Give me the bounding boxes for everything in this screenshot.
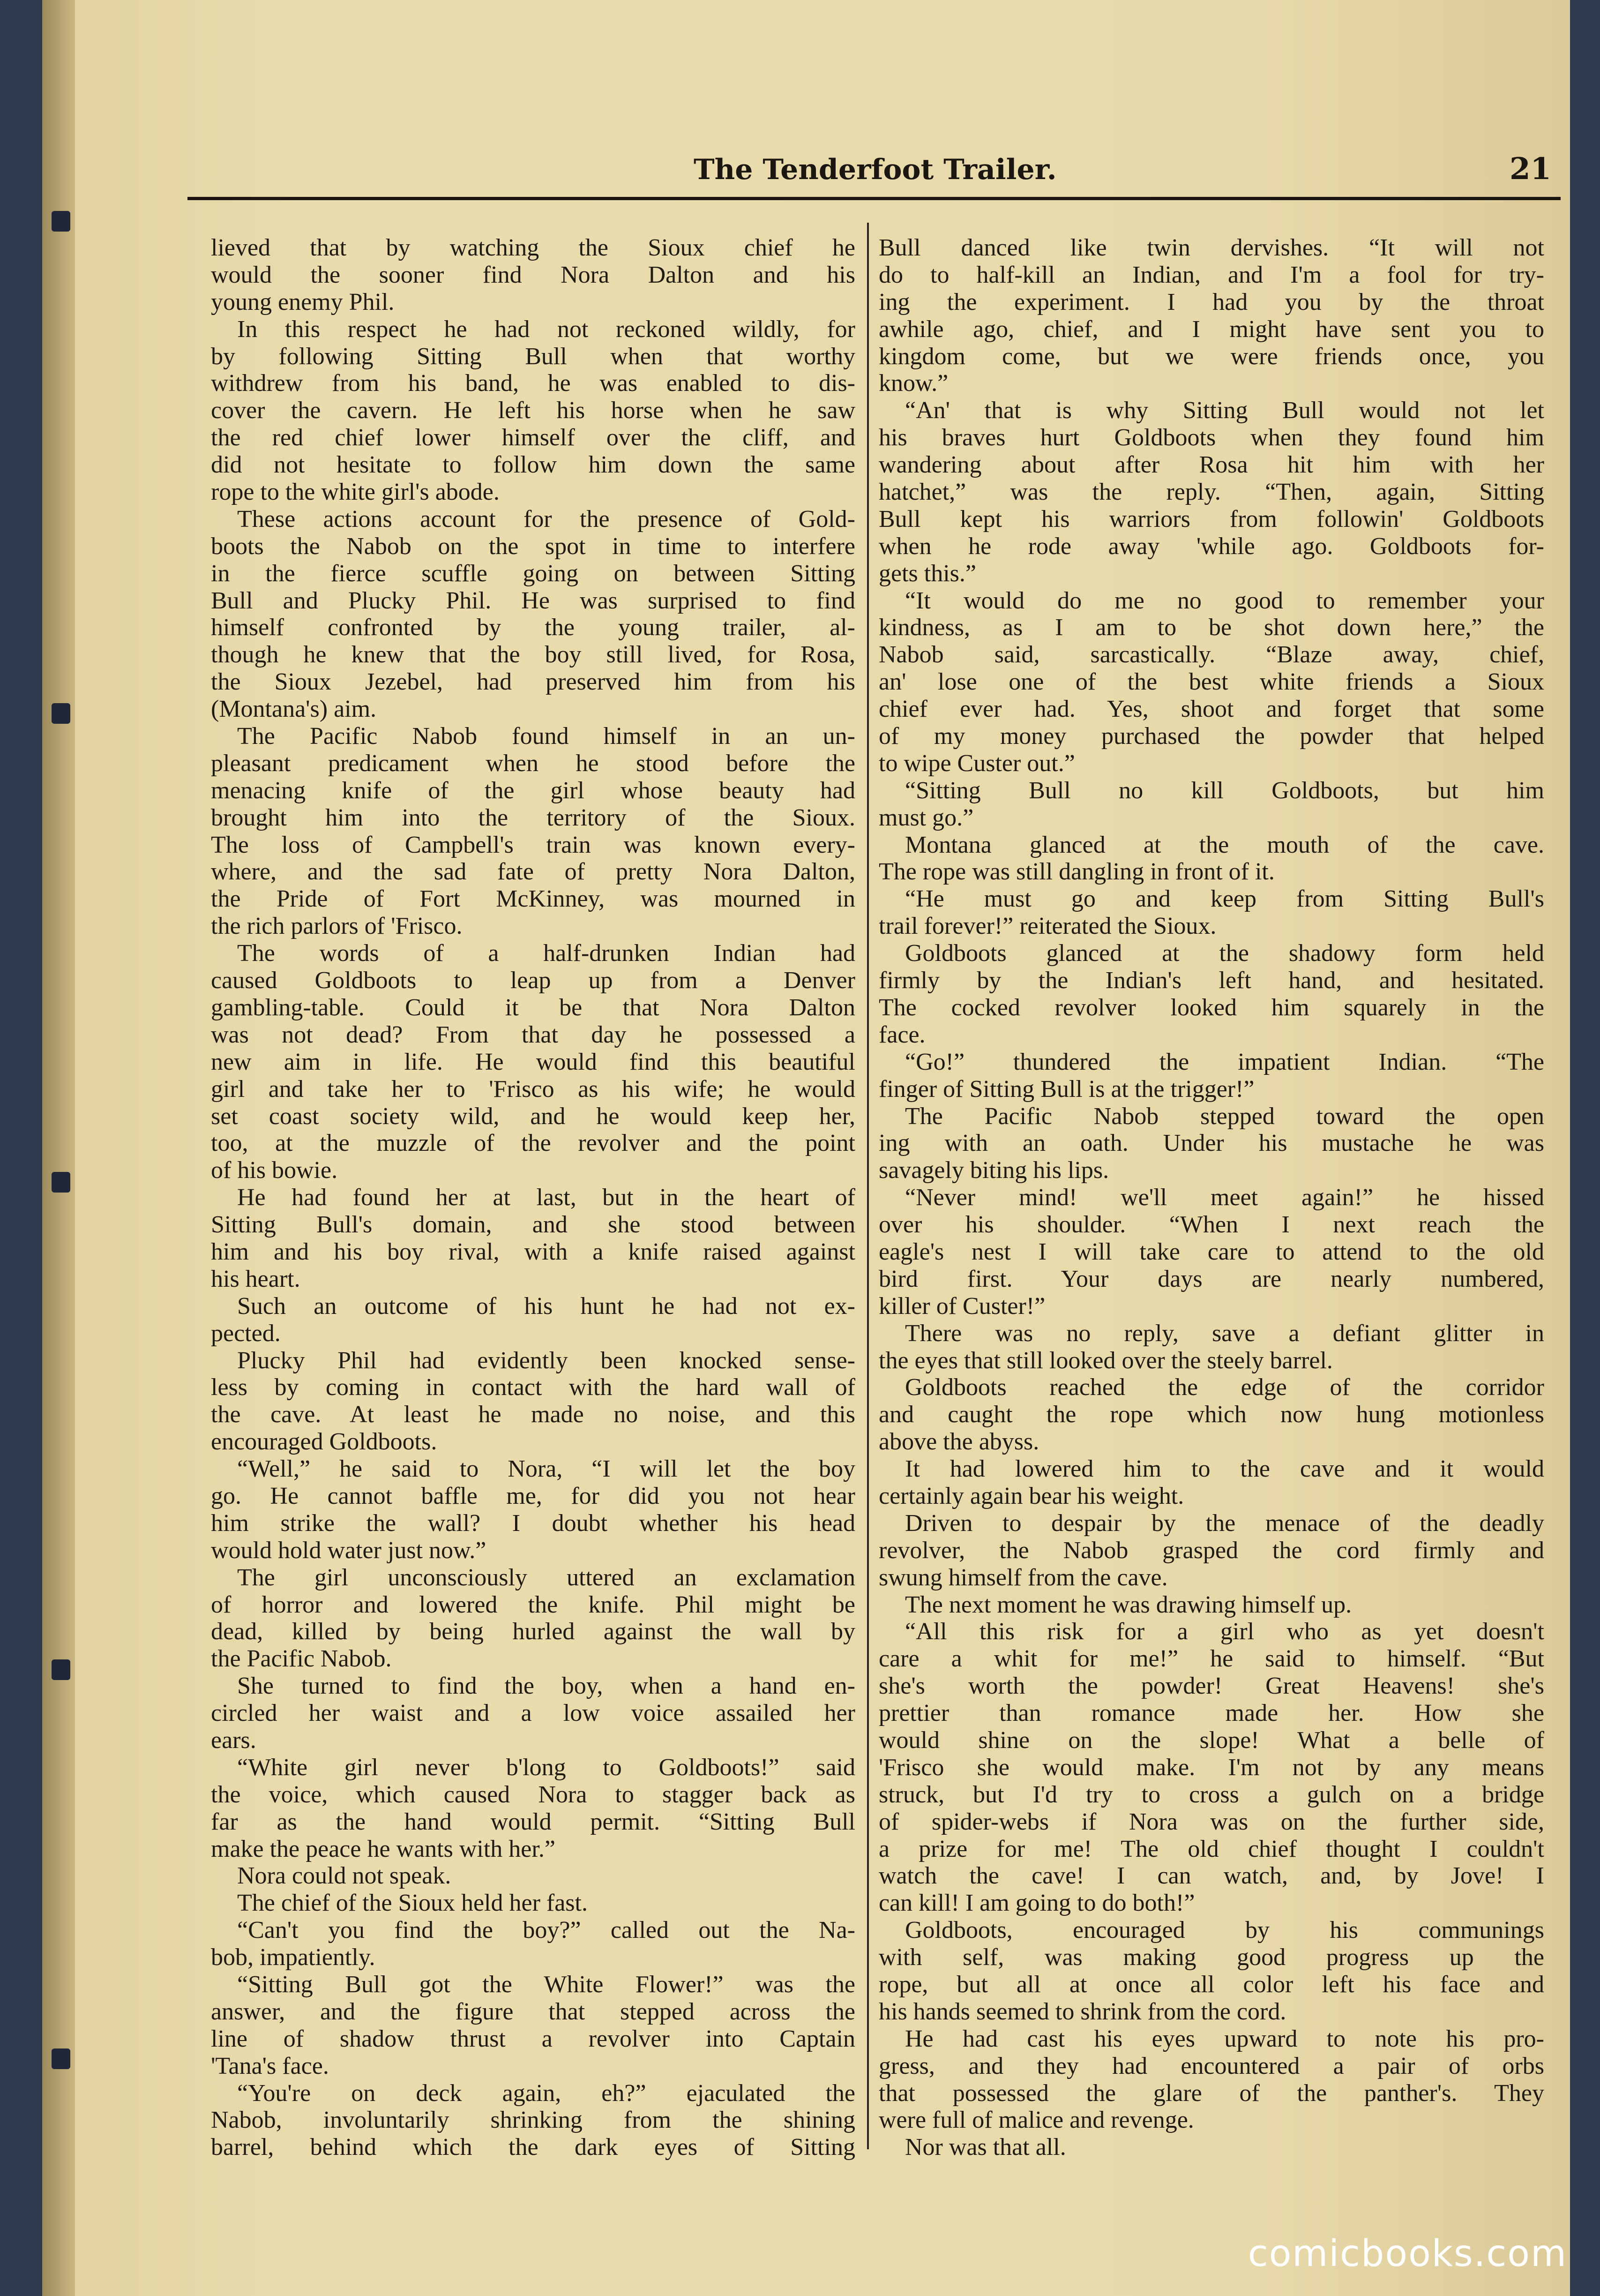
text-line: Goldboots glanced at the shadowy form held [905,940,1544,967]
text-line: the eyes that still looked over the steely barrel. [879,1347,1333,1374]
text-line: would shine on the slope! What a belle of [879,1726,1544,1754]
text-line: struck, but I'd try to cross a gulch on a bridge [879,1781,1544,1808]
text-line: dead, killed by being hurled against the wall by [211,1618,855,1645]
text-line: less by coming in contact with the hard wall of [211,1374,855,1401]
text-line: young enemy Phil. [211,288,395,315]
binding-stitch [52,2048,70,2069]
text-line: where, and the sad fate of pretty Nora Dalton, [211,858,855,885]
column-divider [867,223,869,2149]
text-line: far as the hand would permit. “Sitting Bull [211,1808,855,1835]
text-line: above the abyss. [879,1428,1039,1456]
text-line: new aim in life. He would find this beautiful [211,1048,855,1075]
text-line: Goldboots reached the edge of the corridor [905,1374,1544,1401]
text-line: Plucky Phil had evidently been knocked sense- [237,1347,855,1374]
text-line: “Never mind! we'll meet again!” he hissed [905,1184,1544,1211]
text-line: Goldboots, encouraged by his communings [905,1917,1544,1944]
text-line: barrel, behind which the dark eyes of Sitting [211,2134,855,2161]
text-line: was not dead? From that day he possessed a [211,1021,855,1048]
text-line: gambling-table. Could it be that Nora Dalton [211,994,855,1021]
text-line: In this respect he had not reckoned wildly, for [237,315,855,343]
text-line: the cave. At least he made no noise, and this [211,1401,855,1428]
text-line: of horror and lowered the knife. Phil might be [211,1591,855,1618]
binding-stitch [52,211,70,232]
text-line: There was no reply, save a defiant glitter in [905,1320,1544,1347]
text-line: his hands seemed to shrink from the cord. [879,1998,1286,2025]
text-line: Driven to despair by the menace of the deadly [905,1509,1544,1537]
text-line: a prize for me! The old chief thought I couldn't [879,1835,1544,1862]
text-line: Nora could not speak. [237,1862,451,1890]
text-line: awhile ago, chief, and I might have sent you to [879,315,1544,343]
text-line: 'Tana's face. [211,2052,329,2079]
binding-stitch [52,1659,70,1680]
text-line: Nabob said, sarcastically. “Blaze away, chief, [879,641,1544,668]
text-line: bird first. Your days are nearly numbered, [879,1265,1544,1292]
text-line: swung himself from the cave. [879,1564,1168,1591]
text-line: of my money purchased the powder that helped [879,723,1544,750]
text-line: the Pacific Nabob. [211,1645,392,1673]
text-line: encouraged Goldboots. [211,1428,437,1456]
text-line: The loss of Campbell's train was known every- [211,831,855,858]
text-line: rope to the white girl's abode. [211,479,500,506]
text-line: gress, and they had encountered a pair of orbs [879,2052,1544,2079]
text-line: brought him into the territory of the Sioux. [211,804,855,831]
text-line: answer, and the figure that stepped across the [211,1998,855,2025]
left-text-column [211,234,855,2161]
text-line: cover the cavern. He left his horse when he saw [211,397,855,424]
text-line: to wipe Custer out.” [879,750,1075,777]
text-line: ears. [211,1726,256,1754]
text-line: his braves hurt Goldboots when they found him [879,424,1544,451]
text-line: over his shoulder. “When I next reach the [879,1211,1544,1238]
text-line: savagely biting his lips. [879,1157,1109,1184]
text-line: withdrew from his band, he was enabled to dis- [211,370,855,397]
text-line: in the fierce scuffle going on between Sitting [211,560,855,587]
watermark: comicbooks.com [1248,2233,1567,2275]
binding-spine [42,0,75,2296]
text-line: “He must go and keep from Sitting Bull's [905,885,1544,913]
text-line: must go.” [879,804,974,831]
text-line: would the sooner find Nora Dalton and his [211,261,855,288]
text-line: were full of malice and revenge. [879,2107,1194,2134]
text-line: watch the cave! I can watch, and, by Jove! I [879,1862,1544,1890]
text-line: pleasant predicament when he stood before the [211,750,855,777]
text-line: The next moment he was drawing himself up. [905,1591,1352,1618]
text-line: Such an outcome of his hunt he had not ex- [237,1292,855,1320]
text-line: make the peace he wants with her.” [211,1835,555,1862]
text-line: did not hesitate to follow him down the same [211,451,855,479]
text-line: himself confronted by the young trailer, al- [211,614,855,641]
binding-stitch [52,1172,70,1193]
text-line: of his bowie. [211,1157,338,1184]
text-line: firmly by the Indian's left hand, and hesitated. [879,967,1544,994]
text-line: wandering about after Rosa hit him with her [879,451,1544,479]
text-line: pected. [211,1320,281,1347]
text-line: know.” [879,370,949,397]
text-line: circled her waist and a low voice assailed her [211,1700,855,1727]
text-line: He had found her at last, but in the heart of [237,1184,855,1211]
text-line: She turned to find the boy, when a hand en- [237,1673,855,1700]
header-rule [187,197,1561,200]
text-line: the Sioux Jezebel, had preserved him from his [211,668,855,696]
text-line: The Pacific Nabob stepped toward the open [905,1103,1544,1130]
text-line: care a whit for me!” he said to himself. “But [879,1645,1544,1673]
text-line: chief ever had. Yes, shoot and forget that some [879,696,1544,723]
text-line: “Can't you find the boy?” called out the Na- [237,1917,855,1944]
text-line: Bull danced like twin dervishes. “It will not [879,234,1544,261]
text-line: The cocked revolver looked him squarely in the [879,994,1544,1021]
text-line: 'Frisco she would make. I'm not by any means [879,1754,1544,1781]
text-line: bob, impatiently. [211,1944,375,1971]
text-line: too, at the muzzle of the revolver and the point [211,1130,855,1157]
text-line: “Go!” thundered the impatient Indian. “The [905,1048,1544,1075]
text-line: “All this risk for a girl who as yet doesn't [905,1618,1544,1645]
text-line: line of shadow thrust a revolver into Captain [211,2025,855,2052]
text-line: Montana glanced at the mouth of the cave. [905,831,1544,858]
text-line: that possessed the glare of the panther's. They [879,2079,1544,2107]
text-line: eagle's nest I will take care to attend to the old [879,1238,1544,1265]
text-line: “It would do me no good to remember your [905,587,1544,614]
text-line: The rope was still dangling in front of it. [879,858,1275,885]
text-line: “White girl never b'long to Goldboots!” said [237,1754,855,1781]
text-line: The words of a half-drunken Indian had [237,940,855,967]
text-line: an' lose one of the best white friends a Sioux [879,668,1544,696]
text-line: menacing knife of the girl whose beauty had [211,777,855,804]
text-line: though he knew that the boy still lived, for Rosa, [211,641,855,668]
text-line: The Pacific Nabob found himself in an un- [237,723,855,750]
text-line: rope, but all at once all color left his face and [879,1971,1544,1998]
text-line: and caught the rope which now hung motionless [879,1401,1544,1428]
text-line: hatchet,” was the reply. “Then, again, Sitting [879,479,1544,506]
running-title: The Tenderfoot Trailer. [694,153,1057,186]
text-line: kindness, as I am to be shot down here,” the [879,614,1544,641]
text-line: with self, was making good progress up the [879,1944,1544,1971]
text-line: Bull and Plucky Phil. He was surprised to find [211,587,855,614]
text-line: go. He cannot baffle me, for did you not hear [211,1482,855,1509]
text-line: set coast society wild, and he would keep her, [211,1103,855,1130]
text-line: girl and take her to 'Frisco as his wife; he would [211,1075,855,1103]
text-line: can kill! I am going to do both!” [879,1890,1195,1917]
text-line: It had lowered him to the cave and it would [905,1456,1544,1483]
text-line: gets this.” [879,560,976,587]
text-line: do to half-kill an Indian, and I'm a fool for try- [879,261,1544,288]
text-line: (Montana's) aim. [211,696,377,723]
text-line: lieved that by watching the Sioux chief he [211,234,855,261]
text-line: when he rode away 'while ago. Goldboots for- [879,533,1544,560]
text-line: kingdom come, but we were friends once, you [879,343,1544,370]
text-line: “Well,” he said to Nora, “I will let the boy [237,1456,855,1483]
text-line: Sitting Bull's domain, and she stood between [211,1211,855,1238]
text-line: caused Goldboots to leap up from a Denver [211,967,855,994]
text-line: by following Sitting Bull when that worthy [211,343,855,370]
text-line: him strike the wall? I doubt whether his head [211,1509,855,1537]
magazine-page [42,0,1570,2296]
text-line: He had cast his eyes upward to note his pro- [905,2025,1544,2052]
text-line: finger of Sitting Bull is at the trigger!” [879,1075,1255,1103]
running-header [187,148,1561,195]
text-line: of spider-webs if Nora was on the further side, [879,1808,1544,1835]
text-line: the red chief lower himself over the cliff, and [211,424,855,451]
text-line: would hold water just now.” [211,1537,486,1564]
right-text-column [879,234,1544,2161]
text-line: certainly again bear his weight. [879,1482,1184,1509]
text-line: face. [879,1021,926,1048]
text-line: his heart. [211,1265,300,1292]
text-line: trail forever!” reiterated the Sioux. [879,913,1217,940]
text-line: “Sitting Bull got the White Flower!” was the [237,1971,855,1998]
text-line: prettier than romance made her. How she [879,1700,1544,1727]
text-line: the rich parlors of 'Frisco. [211,913,463,940]
text-line: Nor was that all. [905,2134,1066,2161]
text-line: The girl unconsciously uttered an exclamation [237,1564,855,1591]
binding-stitch [52,703,70,724]
text-line: revolver, the Nabob grasped the cord firmly and [879,1537,1544,1564]
page-number: 21 [1509,151,1551,187]
text-line: him and his boy rival, with a knife raised against [211,1238,855,1265]
text-line: ing with an oath. Under his mustache he was [879,1130,1544,1157]
text-line: killer of Custer!” [879,1292,1046,1320]
text-line: Bull kept his warriors from followin' Goldboots [879,505,1544,533]
text-line: The chief of the Sioux held her fast. [237,1890,588,1917]
text-line: “Sitting Bull no kill Goldboots, but him [905,777,1544,804]
text-line: boots the Nabob on the spot in time to interfere [211,533,855,560]
text-line: Nabob, involuntarily shrinking from the shining [211,2107,855,2134]
text-line: ing the experiment. I had you by the throat [879,288,1544,315]
text-line: These actions account for the presence of Gold- [237,505,855,533]
text-line: “You're on deck again, eh?” ejaculated the [237,2079,855,2107]
text-line: the Pride of Fort McKinney, was mourned in [211,885,855,913]
text-line: “An' that is why Sitting Bull would not let [905,397,1544,424]
text-line: the voice, which caused Nora to stagger back as [211,1781,855,1808]
text-line: she's worth the powder! Great Heavens! she's [879,1673,1544,1700]
